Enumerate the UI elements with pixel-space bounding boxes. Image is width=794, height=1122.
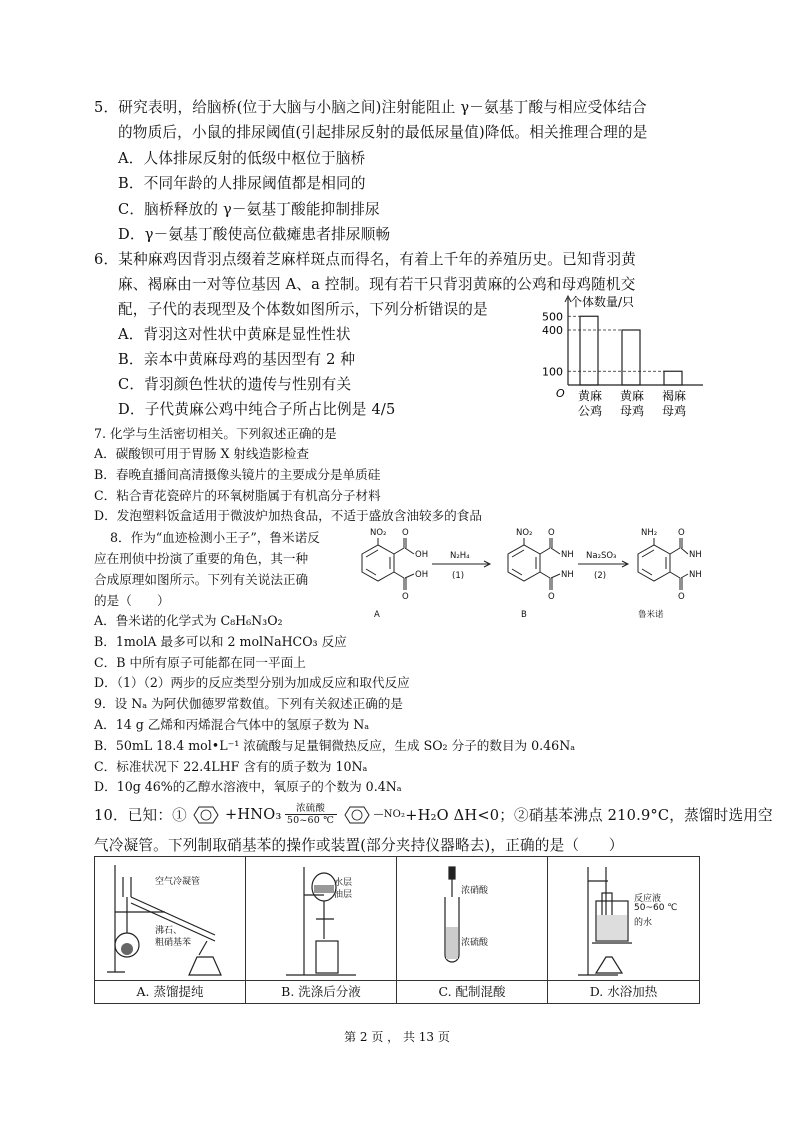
bar-1 <box>622 330 640 385</box>
q10-stem-line1 <box>94 803 773 826</box>
separatory-funnel <box>246 857 396 982</box>
q5-stem-line2: 的物质后，小鼠的排尿阈值(引起排尿反射的最低尿量值)降低。相关推理合理的是 <box>118 124 648 141</box>
q8-option-a: A．鲁米诺的化学式为 C₈H₆N₃O₂ <box>94 613 283 628</box>
luminol-o-top: O <box>678 528 685 538</box>
q5-option-b: B．不同年龄的人排尿阈值都是相同的 <box>118 175 366 192</box>
q10-hno3: +HNO₃ <box>224 806 282 823</box>
q6-option-c: C．背羽颜色性状的遗传与性别有关 <box>118 376 352 393</box>
q5-option-c: C．脑桥释放的 γ－氨基丁酸能抑制排尿 <box>118 201 380 218</box>
label-conc-sulfuric: 浓硫酸 <box>461 938 489 948</box>
q5-stem-line1: 5．研究表明，给脑桥(位于大脑与小脑之间)注射能阻止 γ－氨基丁酸与相应受体结合 <box>94 99 647 116</box>
q10-stem-pre: 10．已知：① <box>94 807 187 824</box>
q5-option-d: D．γ－氨基丁酸使高位截瘫患者排尿顺畅 <box>118 226 391 243</box>
a-o-bottom: O <box>402 592 409 602</box>
page-footer: 第 2 页 ， 共 13 页 <box>344 1030 450 1044</box>
label-air-condenser: 空气冷凝管 <box>155 877 201 887</box>
b-nh-bottom: NH <box>561 570 574 580</box>
apparatus-cell-d <box>548 857 699 1003</box>
q5-option-a: A．人体排尿反射的低级中枢位于脑桥 <box>118 150 366 167</box>
q8-stem-line1: 8．作为“血迹检测小王子”，鲁米诺反 <box>110 530 320 545</box>
a-no2-label: NO₂ <box>370 528 387 538</box>
q6-option-d: D．子代黄麻公鸡中纯合子所占比例是 4/5 <box>118 401 396 418</box>
step-1: (1) <box>452 571 465 581</box>
q8-stem-line2: 应在刑侦中扮演了重要的角色，其一种 <box>94 551 309 566</box>
nitrobenzene-ring-icon <box>340 805 374 825</box>
b-o-top: O <box>548 528 555 538</box>
q9-option-d: D．10g 46%的乙醇水溶液中，氧原子的个数为 0.4Nₐ <box>94 779 402 794</box>
water-bath <box>548 857 698 982</box>
y-tick-1: 400 <box>542 324 563 337</box>
q10-stem-post: +H₂O ΔH<0；②硝基苯沸点 210.9°C，蒸馏时选用空 <box>405 807 773 824</box>
label-conc-nitric: 浓硝酸 <box>461 886 489 896</box>
a-oh-top: OH <box>415 550 429 560</box>
q6-option-b: B．亲本中黄麻母鸡的基因型有 2 种 <box>118 351 356 368</box>
luminol-nh2-label: NH₂ <box>641 528 658 538</box>
q6-stem-line2: 麻、褐麻由一对等位基因 A、a 控制。现有若干只背羽黄麻的公鸡和母鸡随机交 <box>118 276 636 293</box>
reaction-condition <box>285 803 337 826</box>
q8-option-d: D．（1）（2）两步的反应类型分别为加成反应和取代反应 <box>94 675 410 690</box>
q9-stem: 9．设 Nₐ 为阿伏伽德罗常数值。下列有关叙述正确的是 <box>94 696 403 711</box>
q6-option-a: A．背羽这对性状中黄麻是显性性状 <box>118 326 351 343</box>
label-reaction-liquid: 反应液 <box>634 894 662 904</box>
q7-option-b: B．春晚直播间高清摄像头镜片的主要成分是单质硅 <box>94 467 381 482</box>
bar-2 <box>664 371 682 385</box>
apparatus-table <box>94 856 700 1004</box>
label-luminol: 鲁米诺 <box>638 610 664 620</box>
a-oh-bottom: OH <box>415 570 429 580</box>
luminol-nh-top: NH <box>689 550 702 560</box>
reagent-1: N₂H₄ <box>450 551 470 561</box>
y-axis-label: 个体数量/只 <box>570 295 635 309</box>
b-nh-top: NH <box>561 550 574 560</box>
label-boiling-chips: 沸石、 <box>155 926 183 936</box>
origin-label: O <box>556 387 565 400</box>
q10-stem-line2: 气冷凝管。下列制取硝基苯的操作或装置(部分夹持仪器略去)，正确的是（ ） <box>94 837 624 854</box>
label-crude-nitrobenzene: 粗硝基苯 <box>155 938 192 948</box>
x-tick-0-line1: 黄麻 <box>578 389 603 403</box>
q7-option-c: C．粘合青花瓷碎片的环氧树脂属于有机高分子材料 <box>94 488 381 503</box>
label-water-layer: 水层 <box>334 878 353 888</box>
benzene-icon <box>189 805 223 825</box>
label-a: A <box>374 610 380 620</box>
apparatus-cell-c <box>397 857 548 1003</box>
q7-stem: 7. 化学与生活密切相关。下列叙述正确的是 <box>94 426 337 441</box>
step-2: (2) <box>594 571 607 581</box>
condition-top: 浓硫酸 <box>295 803 326 814</box>
q9-option-a: A．14 g 乙烯和丙烯混合气体中的氢原子数为 Nₐ <box>94 717 370 732</box>
x-tick-2-line1: 褐麻 <box>662 389 687 403</box>
option-b-caption: B. 洗涤后分液 <box>246 980 396 1003</box>
x-tick-0-line2: 公鸡 <box>578 404 603 418</box>
q8-option-b: B．1molA 最多可以和 2 molNaHCO₃ 反应 <box>94 634 347 649</box>
q9-option-b: B．50mL 18.4 mol•L⁻¹ 浓硫酸与足量铜微热反应，生成 SO₂ 分子的数目为 0.46Nₐ <box>94 738 576 753</box>
y-tick-2: 100 <box>542 365 563 379</box>
option-a-caption: A. 蒸馏提纯 <box>95 980 245 1003</box>
condition-bottom: 50~60 ℃ <box>285 814 337 826</box>
b-o-bottom: O <box>548 592 555 602</box>
q8-option-c: C．B 中所有原子可能都在同一平面上 <box>94 655 306 670</box>
q6-stem-line1: 6．某种麻鸡因背羽点缀着芝麻样斑点而得名，有着上千年的养殖历史。已知背羽黄 <box>94 251 637 268</box>
q9-option-c: C．标准状况下 22.4LHF 含有的质子数为 10Nₐ <box>94 759 368 774</box>
nitro-group: —NO₂ <box>373 809 406 820</box>
x-tick-1-line1: 黄麻 <box>620 389 645 403</box>
label-water: 的水 <box>634 918 653 928</box>
reagent-2: Na₂SO₃ <box>586 551 617 561</box>
q8-stem-line3: 合成原理如图所示。下列有关说法正确 <box>94 572 309 587</box>
test-tube-mixing <box>397 857 547 982</box>
q7-option-a: A．碳酸钡可用于胃肠 X 射线造影检查 <box>94 446 309 461</box>
apparatus-cell-a <box>95 857 246 1003</box>
x-tick-2-line2: 母鸡 <box>662 404 687 418</box>
bar-chart <box>530 290 710 425</box>
label-b: B <box>521 610 527 620</box>
label-oil-layer: 油层 <box>334 890 353 900</box>
q6-stem-line3: 配，子代的表现型及个体数如图所示，下列分析错误的是 <box>118 301 488 318</box>
label-water-temp: 50~60 ℃ <box>634 903 678 913</box>
option-d-caption: D. 水浴加热 <box>548 980 699 1003</box>
luminol-o-bottom: O <box>678 592 685 602</box>
x-tick-1-line2: 母鸡 <box>620 404 645 418</box>
luminol-synthesis-scheme <box>340 524 700 624</box>
q7-option-d: D．发泡塑料饭盒适用于微波炉加热食品，不适于盛放含油较多的食品 <box>94 508 482 523</box>
luminol-nh-bottom: NH <box>689 570 702 580</box>
apparatus-cell-b <box>246 857 397 1003</box>
option-c-caption: C. 配制混酸 <box>397 980 547 1003</box>
a-o-top: O <box>402 528 409 538</box>
q8-stem-line4: 的是（ ） <box>94 593 170 608</box>
y-tick-0: 500 <box>542 310 563 324</box>
bar-0 <box>580 316 598 385</box>
b-no2-label: NO₂ <box>516 528 533 538</box>
